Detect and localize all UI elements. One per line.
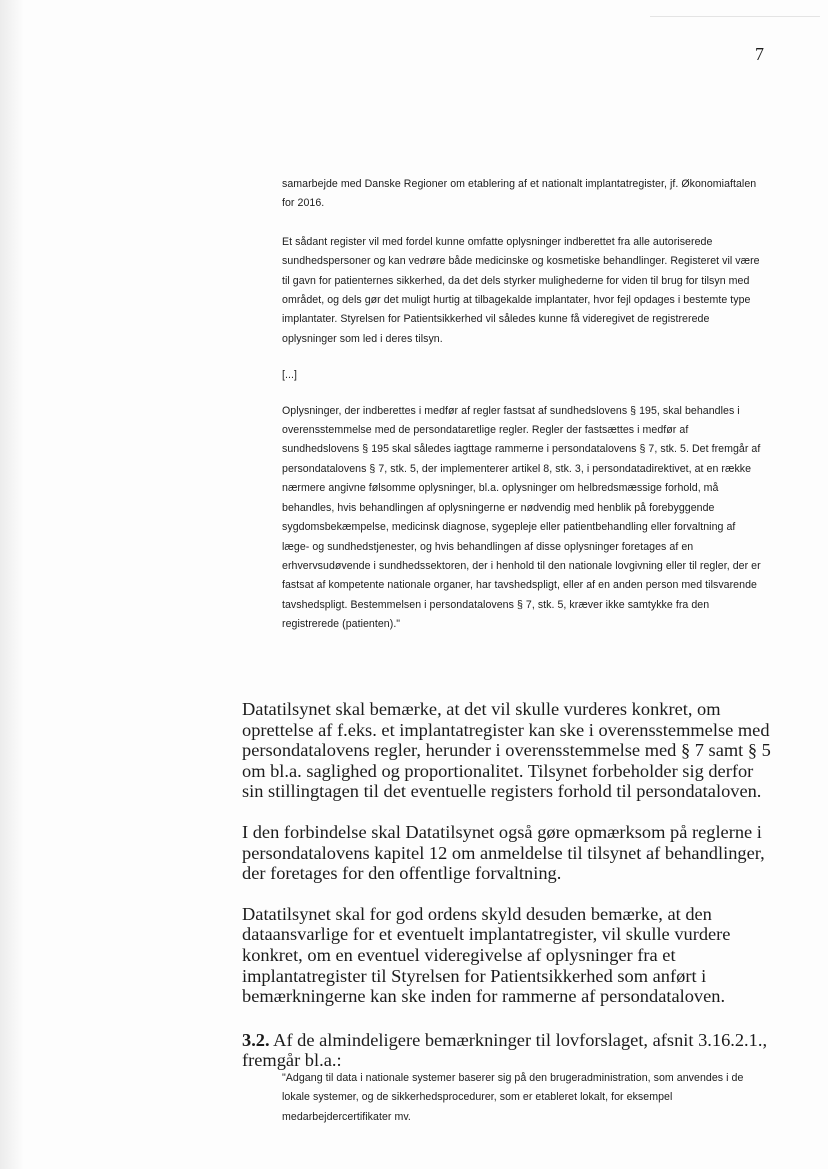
quote-block-top [282,175,764,635]
body-paragraph: Datatilsynet skal for god ordens skyld desuden bemærke, at den dataansvarlige for et eventuelt implantatregister, vil skulle vurdere konkret, om en eventuel videregivelse af oplysninger fra et implantatregister til Styrelsen for Patientsikkerhed som anført i bemærkningerne kan ske inden for rammerne af persondataloven. [242,903,731,1007]
top-rule [650,16,820,17]
body-text [242,699,778,1071]
section-heading [242,1030,778,1071]
quote-ellipsis: [...] [282,369,297,382]
body-paragraph: Datatilsynet skal bemærke, at det vil skulle vurderes konkret, om oprettelse af f.eks. et implantatregister kan ske i overensstemmelse med persondatalovens regler, herunder i overensstemmelse med § 7 samt § 5 om bl.a. saglighed og proportionalitet. Tilsynet forbeholder sig derfor sin stillingtagen til det eventuelle registers forhold til persondataloven. [242,699,771,802]
section-number: 3.2. [242,1029,270,1050]
quote-paragraph: Et sådant register vil med fordel kunne omfatte oplysninger indberettet fra alle autoriserede sundhedspersoner og kan vedrøre både medicinske og kosmetiske behandlinger. Registeret vil være til gavn for patienternes sikkerhed, da det dels styrker mulighederne for viden til brug for tilsyn med området, og dels gør det muligt hurtig at tilbagekalde implantater, hvor fejl opdages i bestemte type implantater. Styrelsen for Patientsikkerhed vil således kunne få videregivet de registrerede oplysninger som led i deres tilsyn. [282,235,760,345]
quote-block-bottom [282,1069,764,1127]
section-heading-text: Af de almindeligere bemærkninger til lovforslaget, afsnit 3.16.2.1., fremgår bl.a.: [242,1029,768,1071]
page-number: 7 [755,44,764,64]
quote-paragraph: "Adgang til data i nationale systemer baserer sig på den brugeradministration, som anvendes i de lokale systemer, og de sikkerhedsprocedurer, som er etableret lokalt, for eksempel medarbejdercertifikater mv. [282,1072,744,1123]
body-paragraph: I den forbindelse skal Datatilsynet også gøre opmærksom på reglerne i persondatalovens kapitel 12 om anmeldelse til tilsynet af behandlinger, der foretages for den offentlige forvaltning. [242,821,765,884]
quote-paragraph: Oplysninger, der indberettes i medfør af regler fastsat af sundhedslovens § 195, skal behandles i overensstemmelse med de persondataretlige regler. Regler der fastsættes i medfør af sundhedslovens § 195 skal således iagttage rammerne i persondatalovens § 7, stk. 5. Det fremgår af persondatalovens § 7, stk. 5, der implementerer artikel 8, stk. 3, i persondatadirektivet, at en række nærmere angivne følsomme oplysninger, bl.a. oplysninger om helbredsmæssige forhold, må behandles, hvis behandlingen af oplysningerne er nødvendig med henblik på forebyggende sygdomsbekæmpelse, medicinsk diagnose, sygepleje eller patientbehandling eller forvaltning af læge- og sundhedstjenester, og hvis behandlingen af disse oplysninger foretages af en erhvervsudøvende i sundhedssektoren, der i henhold til den nationale lovgivning eller til regler, der er fastsat af kompetente nationale organer, har tavshedspligt, eller af en anden person med tilsvarende tavshedspligt. Bestemmelsen i persondatalovens § 7, stk. 5, kræver ikke samtykke fra den registrerede (patienten)." [282,404,761,631]
quote-paragraph: samarbejde med Danske Regioner om etablering af et nationalt implantatregister, jf. Økonomiaftalen for 2016. [282,178,757,210]
scan-edge-shadow [0,0,24,1169]
